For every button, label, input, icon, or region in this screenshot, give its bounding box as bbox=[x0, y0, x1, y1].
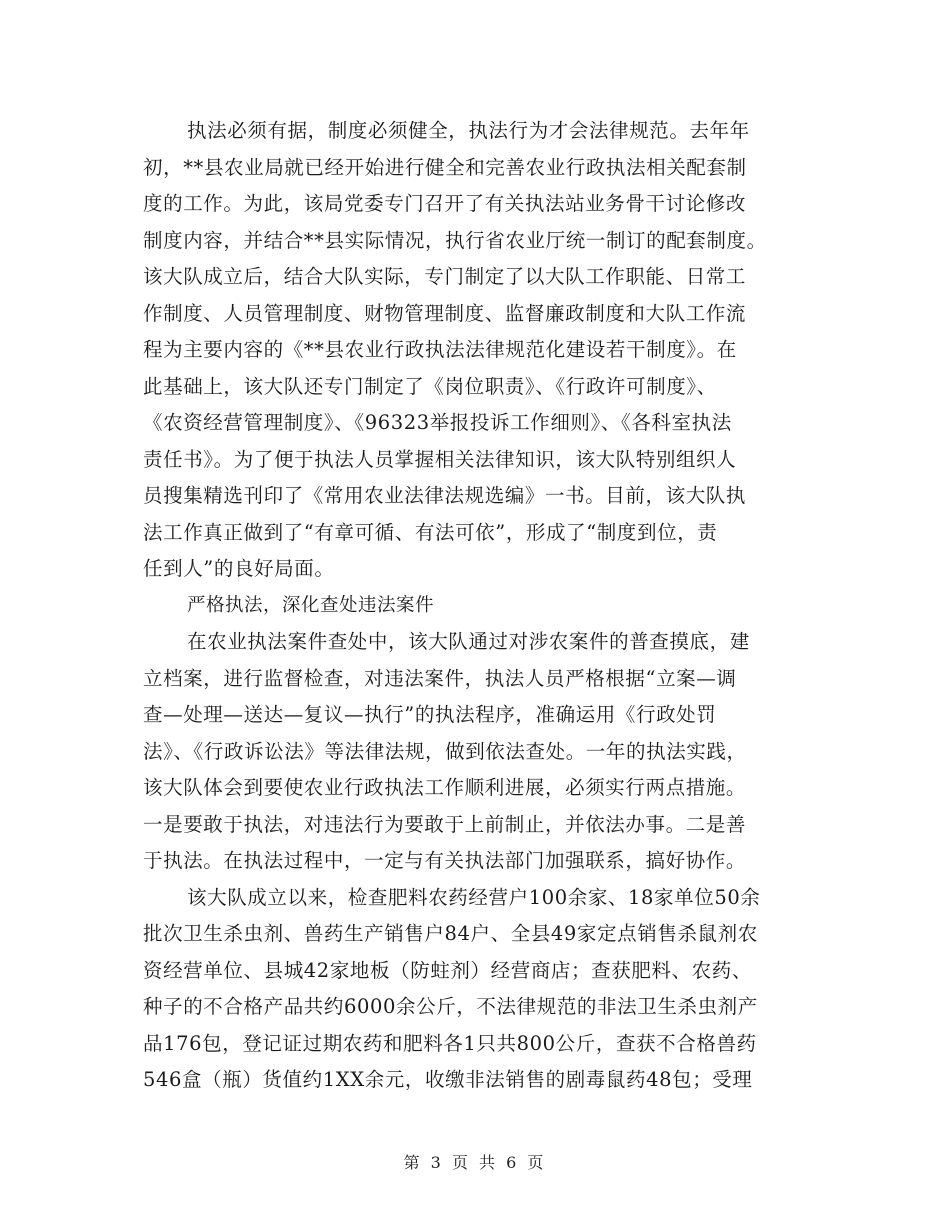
text-line: 批次卫生杀虫剂、兽药生产销售户84户、全县49家定点销售杀鼠剂农 bbox=[143, 922, 758, 945]
paragraph-regulations bbox=[143, 113, 811, 588]
text-line: 作制度、人员管理制度、财物管理制度、监督廉政制度和大队工作流 bbox=[143, 301, 747, 325]
paragraph-inspection-results bbox=[143, 880, 811, 1099]
text-line: 《农资经营管理制度》、《96323举报投诉工作细则》、《各科室执法 bbox=[143, 411, 732, 434]
text-line: 该大队成立以来，检查肥料农药经营户100余家、18家单位50余 bbox=[187, 885, 761, 909]
document-body bbox=[143, 113, 811, 1099]
text-line: 该大队成立后，结合大队实际，专门制定了以大队工作职能、日常工 bbox=[143, 265, 747, 288]
text-line: 执法必须有据，制度必须健全，执法行为才会法律规范。去年年 bbox=[187, 119, 750, 142]
text-line: 种子的不合格产品共约6000余公斤，不法律规范的非法卫生杀虫剂产 bbox=[143, 995, 758, 1018]
page-number-footer: 第 3 页 共 6 页 bbox=[403, 1153, 547, 1172]
text-line: 任到人”的良好局面。 bbox=[143, 557, 335, 580]
text-line: 制度内容，并结合**县实际情况，执行省农业厅统一制订的配套制度。 bbox=[143, 228, 767, 252]
text-line: 品176包，登记证过期农药和肥料各1只共800公斤，查获不合格兽药 bbox=[143, 1031, 757, 1055]
text-line: 法工作真正做到了“有章可循、有法可依”，形成了“制度到位，责 bbox=[143, 520, 718, 544]
text-line: 此基础上，该大队还专门制定了《岗位职责》、《行政许可制度》、 bbox=[143, 374, 717, 398]
text-line: 于执法。在执法过程中，一定与有关执法部门加强联系，搞好协作。 bbox=[143, 849, 747, 872]
text-line: 员搜集精选刊印了《常用农业法律法规选编》一书。目前，该大队执 bbox=[143, 484, 747, 507]
text-line: 程为主要内容的《**县农业行政执法法律规范化建设若干制度》。在 bbox=[143, 338, 737, 361]
text-line: 在农业执法案件查处中，该大队通过对涉农案件的普查摸底，建 bbox=[187, 630, 750, 653]
text-line: 该大队体会到要使农业行政执法工作顺利进展，必须实行两点措施。 bbox=[143, 776, 747, 799]
text-line: 度的工作。为此，该局党委专门召开了有关执法站业务骨干讨论修改 bbox=[143, 192, 747, 215]
text-line: 查—处理—送达—复议—执行”的执法程序，准确运用《行政处罚 bbox=[143, 703, 717, 726]
section-heading: 严格执法，深化查处违法案件 bbox=[187, 594, 435, 616]
text-line: 法》、《行政诉讼法》等法律法规，做到依法查处。一年的执法实践， bbox=[143, 739, 747, 763]
text-line: 立档案，进行监督检查，对违法案件，执法人员严格根据“立案—调 bbox=[143, 666, 737, 690]
text-line: 资经营单位、县城42家地板（防蛀剂）经营商店；查获肥料、农药、 bbox=[143, 958, 752, 982]
text-line: 546盒（瓶）货值约1XX余元，收缴非法销售的剧毒鼠药48包；受理 bbox=[143, 1068, 753, 1091]
paragraph-enforcement bbox=[143, 624, 811, 880]
text-line: 初，**县农业局就已经开始进行健全和完善农业行政执法相关配套制 bbox=[143, 155, 747, 179]
text-line: 一是要敢于执法，对违法行为要敢于上前制止，并依法办事。二是善 bbox=[143, 812, 747, 836]
text-line: 责任书》。为了便于执法人员掌握相关法律知识，该大队特别组织人 bbox=[143, 447, 737, 471]
